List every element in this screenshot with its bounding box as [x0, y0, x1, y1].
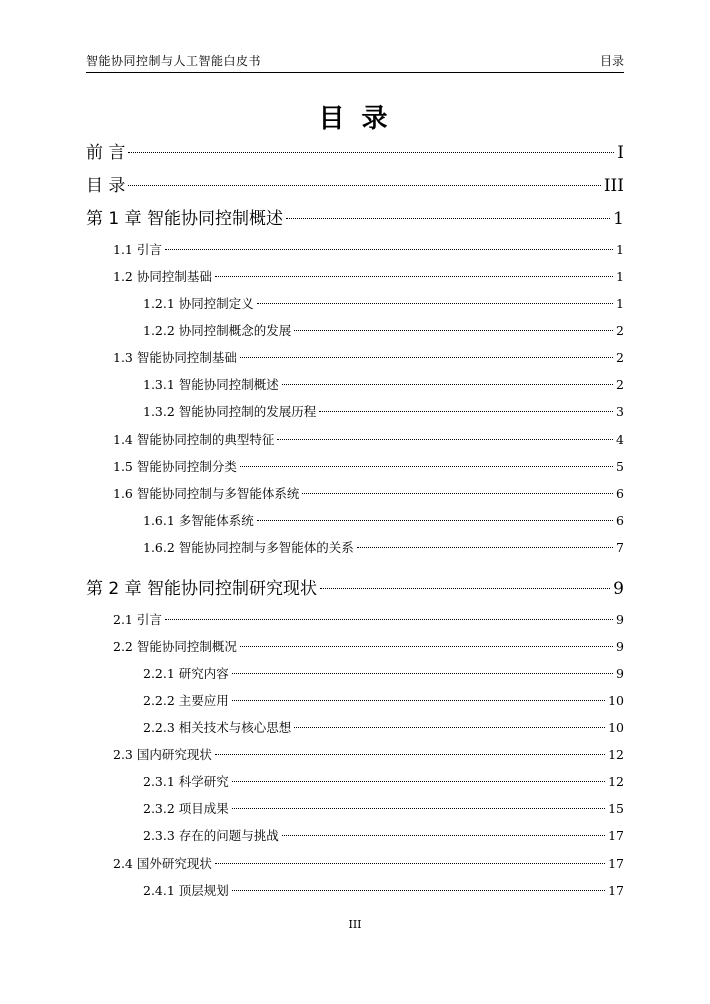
toc-subsection-entry[interactable]	[86, 375, 624, 393]
toc-entry-label: 2.2.1 研究内容	[143, 666, 229, 681]
toc-entry-label: 1.3.1 智能协同控制概述	[143, 377, 279, 392]
toc-subsection-entry[interactable]	[86, 538, 624, 556]
toc-entry-page-number: 2	[616, 350, 624, 365]
dot-leader	[232, 807, 605, 809]
toc-subsection-entry[interactable]	[86, 691, 624, 709]
toc-entry-label: 1.2.1 协同控制定义	[143, 296, 254, 311]
dot-leader	[319, 410, 613, 412]
toc-entry-label: 2.2.2 主要应用	[143, 693, 229, 708]
dot-leader	[277, 438, 613, 440]
toc-section-entry[interactable]	[86, 854, 624, 872]
toc-subsection-entry[interactable]	[86, 664, 624, 682]
dot-leader	[240, 465, 613, 467]
dot-leader	[232, 699, 605, 701]
toc-entry-page-number: 17	[608, 856, 624, 871]
toc-subsection-entry[interactable]	[86, 826, 624, 844]
toc-chapter-entry[interactable]	[86, 138, 624, 163]
dot-leader	[294, 726, 605, 728]
toc-subsection-entry[interactable]	[86, 402, 624, 420]
dot-leader	[286, 217, 610, 219]
toc-entry-label: 1.6.2 智能协同控制与多智能体的关系	[143, 540, 354, 555]
toc-entry-page-number: 4	[616, 432, 624, 447]
toc-entry-label: 第 2 章 智能协同控制研究现状	[86, 579, 318, 599]
toc-entry-label: 1.4 智能协同控制的典型特征	[113, 432, 275, 447]
dot-leader	[240, 645, 613, 647]
page-header	[86, 50, 624, 73]
header-document-title: 智能协同控制与人工智能白皮书	[86, 54, 262, 68]
dot-leader	[357, 546, 613, 548]
page-number: III	[348, 918, 362, 931]
toc-entry-label: 2.2 智能协同控制概况	[113, 639, 237, 654]
toc-entry-page-number: 5	[616, 459, 624, 474]
toc-entry-page-number: 2	[616, 377, 624, 392]
toc-subsection-entry[interactable]	[86, 799, 624, 817]
dot-leader	[232, 889, 605, 891]
dot-leader	[282, 383, 613, 385]
toc-entry-label: 1.1 引言	[113, 242, 162, 257]
toc-entry-page-number: 17	[608, 883, 624, 898]
toc-section-entry[interactable]	[86, 484, 624, 502]
toc-section-entry[interactable]	[86, 610, 624, 628]
toc-section-entry[interactable]	[86, 745, 624, 763]
toc-entry-page-number: 15	[608, 801, 624, 816]
toc-entry-page-number: 3	[616, 404, 624, 419]
toc-entry-label: 2.3.2 项目成果	[143, 801, 229, 816]
toc-entry-page-number: 6	[616, 513, 624, 528]
toc-chapter-entry[interactable]	[86, 204, 624, 229]
toc-entry-label: 第 1 章 智能协同控制概述	[86, 209, 284, 229]
toc-section-entry[interactable]	[86, 430, 624, 448]
dot-leader	[128, 151, 614, 153]
toc-entry-page-number: 10	[608, 720, 624, 735]
toc-entry-label: 2.3.3 存在的问题与挑战	[143, 828, 279, 843]
dot-leader	[232, 780, 605, 782]
dot-leader	[294, 329, 613, 331]
toc-entry-label: 2.4.1 顶层规划	[143, 883, 229, 898]
toc-entry-label: 2.4 国外研究现状	[113, 856, 212, 871]
toc-entry-label: 1.3.2 智能协同控制的发展历程	[143, 404, 317, 419]
toc-entry-page-number: III	[603, 176, 624, 196]
toc-entry-page-number: 1	[616, 242, 624, 257]
toc-chapter-entry[interactable]	[86, 574, 624, 599]
toc-entry-label: 2.2.3 相关技术与核心思想	[143, 720, 292, 735]
toc-entry-label: 1.6 智能协同控制与多智能体系统	[113, 486, 300, 501]
toc-entry-page-number: I	[617, 143, 624, 163]
toc-entry-page-number: 1	[616, 269, 624, 284]
toc-subsection-entry[interactable]	[86, 294, 624, 312]
dot-leader	[215, 753, 605, 755]
toc-entry-page-number: 9	[616, 639, 624, 654]
toc-chapter-entry[interactable]	[86, 171, 624, 196]
toc-entry-label: 1.2.2 协同控制概念的发展	[143, 323, 292, 338]
toc-entry-label: 1.2 协同控制基础	[113, 269, 212, 284]
toc-entry-page-number: 9	[616, 666, 624, 681]
toc-section-entry[interactable]	[86, 637, 624, 655]
toc-section-entry[interactable]	[86, 267, 624, 285]
toc-entry-label: 目 录	[86, 176, 126, 196]
header-section-name: 目录	[599, 54, 624, 68]
toc-entry-page-number: 17	[608, 828, 624, 843]
dot-leader	[215, 275, 613, 277]
toc-subsection-entry[interactable]	[86, 511, 624, 529]
toc-entry-label: 前 言	[86, 143, 126, 163]
toc-entry-page-number: 1	[616, 296, 624, 311]
toc-entry-page-number: 9	[616, 612, 624, 627]
toc-entry-page-number: 9	[613, 579, 624, 599]
toc-section-entry[interactable]	[86, 457, 624, 475]
toc-entry-label: 1.6.1 多智能体系统	[143, 513, 254, 528]
toc-entry-page-number: 1	[613, 209, 624, 229]
toc-entry-page-number: 10	[608, 693, 624, 708]
toc-entry-label: 1.3 智能协同控制基础	[113, 350, 237, 365]
toc-entry-page-number: 2	[616, 323, 624, 338]
toc-subsection-entry[interactable]	[86, 321, 624, 339]
toc-entry-page-number: 12	[608, 747, 624, 762]
dot-leader	[165, 618, 613, 620]
toc-section-entry[interactable]	[86, 240, 624, 258]
page-title: 目 录	[318, 104, 392, 134]
toc-entry-label: 2.1 引言	[113, 612, 162, 627]
toc-entry-label: 1.5 智能协同控制分类	[113, 459, 237, 474]
dot-leader	[257, 302, 613, 304]
dot-leader	[128, 184, 600, 186]
toc-section-entry[interactable]	[86, 348, 624, 366]
dot-leader	[232, 672, 613, 674]
toc-entry-label: 2.3 国内研究现状	[113, 747, 212, 762]
dot-leader	[165, 248, 613, 250]
dot-leader	[240, 356, 613, 358]
toc-subsection-entry[interactable]	[86, 718, 624, 736]
dot-leader	[282, 834, 605, 836]
toc-subsection-entry[interactable]	[86, 881, 624, 899]
toc-entry-page-number: 6	[616, 486, 624, 501]
dot-leader	[302, 492, 613, 494]
toc-entry-label: 2.3.1 科学研究	[143, 774, 229, 789]
toc-entry-page-number: 12	[608, 774, 624, 789]
dot-leader	[215, 862, 605, 864]
toc-entry-page-number: 7	[616, 540, 624, 555]
dot-leader	[320, 587, 610, 589]
dot-leader	[257, 519, 613, 521]
toc-subsection-entry[interactable]	[86, 772, 624, 790]
